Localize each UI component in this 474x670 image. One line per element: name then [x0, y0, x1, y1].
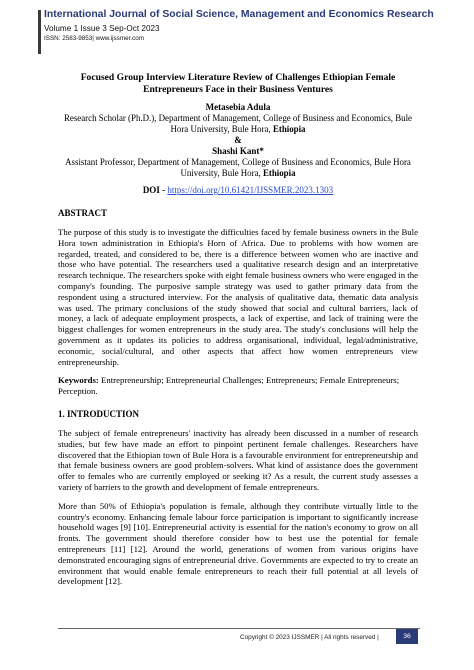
doi-link[interactable]: https://doi.org/10.61421/IJSSMER.2023.1303 — [167, 185, 334, 195]
keywords-text: Entrepreneurship; Entrepreneurial Challenges; Entrepreneurs; Female Entrepreneurs; Perception. — [58, 375, 400, 397]
keywords-label: Keywords: — [58, 375, 99, 386]
footer-copyright: Copyright © 2023 IJSSMER | All rights reserved | — [240, 634, 379, 641]
author-separator: & — [234, 135, 242, 145]
doi-line — [58, 185, 418, 196]
journal-volume: Volume 1 Issue 3 Sep-Oct 2023 — [44, 24, 160, 33]
author-1-affiliation-text: Research Scholar (Ph.D.), Department of Management, College of Business and Economics, Bule Hora University, Bule Hora, — [63, 113, 412, 134]
abstract-heading: ABSTRACT — [58, 208, 108, 218]
author-1-country: Ethiopia — [272, 124, 306, 134]
journal-issn: ISSN: 2583-9853| www.ijssmer.com — [44, 35, 144, 42]
introduction-paragraph-1: The subject of female entrepreneurs' inactivity has already been discussed in a number of research studies, but few have made an effort to pinpoint pertinent female challenges. Researchers have discovered that the Ethiopian town of Bule Hora is a favourable environment for entrepreneurship and that female business owners are good problem-solvers. What kind of assistance does the government offer to females who are currently employed or seeking it? As a result, the current study assesses a variety of barriers to the growth and development of female entrepreneurs. — [58, 427, 418, 492]
author-2-country: Ethiopia — [262, 168, 296, 178]
author-2-affiliation — [58, 157, 418, 179]
keywords — [58, 375, 418, 397]
doi-label: DOI - — [142, 185, 166, 195]
author-1-affiliation — [58, 113, 418, 135]
author-2-name: Shashi Kant* — [212, 146, 264, 156]
journal-header — [44, 8, 464, 44]
introduction-heading: 1. INTRODUCTION — [58, 408, 140, 419]
introduction-paragraph-2: More than 50% of Ethiopia's population is female, although they contribute virtually little to the country's economy. Enhancing female labour force participation is important to significantly increase household wages [9] [10]. Entrepreneurial activity is essential for the nation's economy to grow on all fronts. The government should therefore consider how to best use the potential for female entrepreneurs [11] [12]. Around the world, generations of women from various origins have demonstrated encouraging signs of entrepreneurial drive. Governments are expected to try to create an environment that would enable female entrepreneurs to reach their full potential at all levels of development [12]. — [58, 500, 418, 587]
paper-title: Focused Group Interview Literature Review of Challenges Ethiopian Female Entrepreneurs Face in their Business Ventures — [80, 72, 396, 95]
abstract-text: The purpose of this study is to investigate the difficulties faced by female business owners in the Bule Hora town administration in Ethiopia's Horn of Africa. Due to problems with how women are regarded, treated, and considered to be, there is a difference between women who are inactive and those who have potential. The researchers used a qualitative research design and an interpretative research technique. The researchers spoke with eight female business owners who were engaged in the company's founding. The purposive sample strategy was used to gather primary data from the respondent using a structured interview. For the analysis of qualitative data, thematic data analysis was used. The primary conclusions of the study showed that social and cultural barriers, lack of money, a lack of adequate employment prospects, a lack of expertise, and lack of training were the biggest challenges for women entrepreneurs in the study area. The study's conclusions will help the government as it updates its policies to address organisational, individual, legal/administrative, economic, social/cultural, and other aspects that affect how women entrepreneurs view entrepreneurship. — [58, 227, 418, 367]
header-accent-bar — [38, 10, 41, 54]
page-number: 36 — [396, 629, 418, 644]
paper-content — [58, 72, 418, 587]
journal-name: International Journal of Social Science, Management and Economics Research — [44, 9, 434, 20]
footer-divider — [58, 628, 420, 629]
author-1-name: Metasebia Adula — [205, 102, 271, 112]
author-2-affiliation-text: Assistant Professor, Department of Management, College of Business and Economics, Bule Hora University, Bule Hora, — [65, 157, 411, 178]
